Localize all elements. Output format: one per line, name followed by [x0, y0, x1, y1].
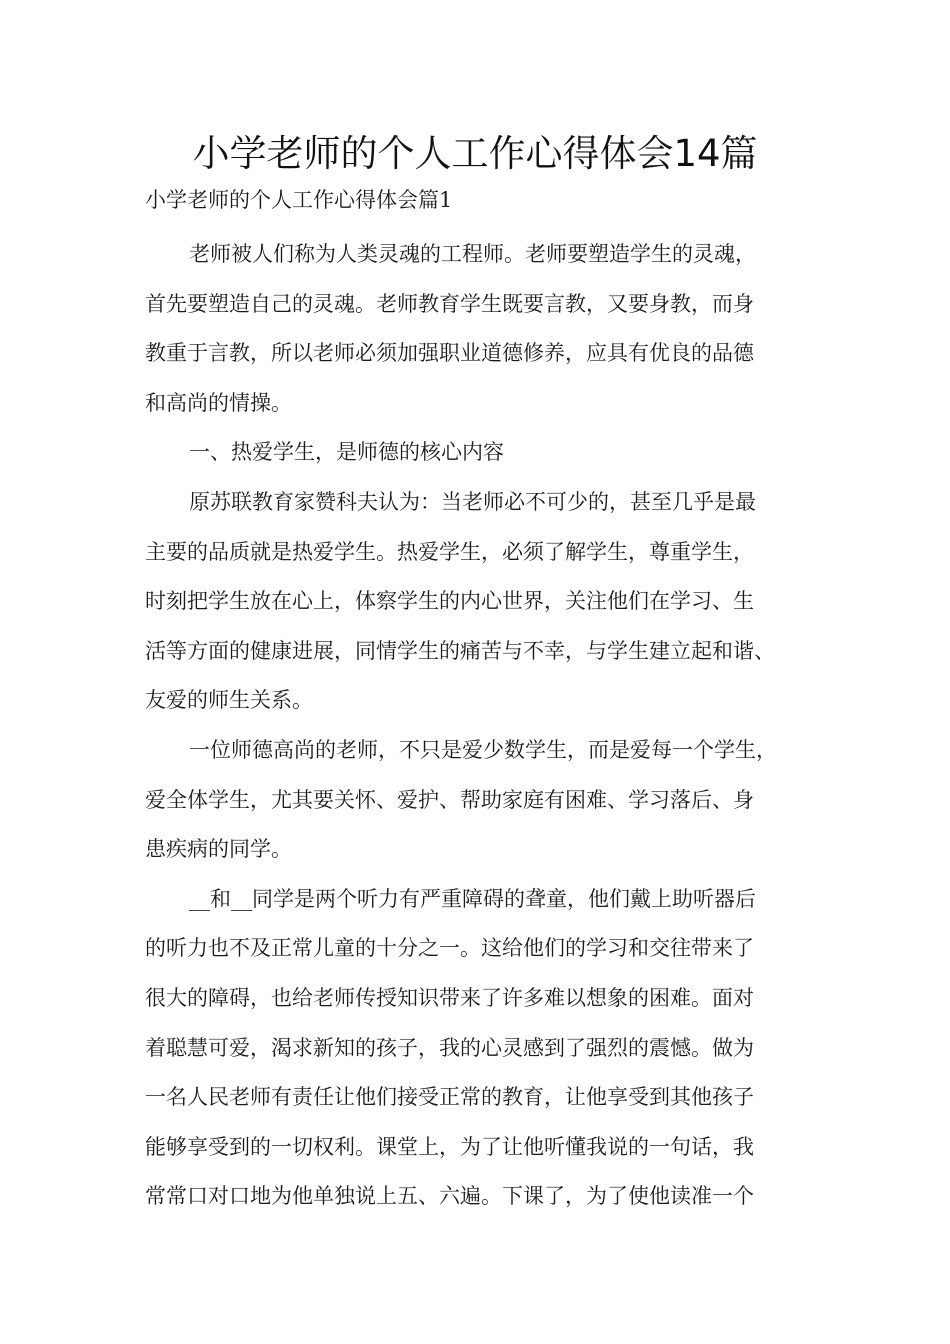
text-line: __和__同学是两个听力有严重障碍的聋童，他们戴上助听器后: [189, 886, 756, 911]
text-line: 常常口对口地为他单独说上五、六遍。下课了，为了使他读准一个: [145, 1184, 754, 1209]
text-line: 和高尚的情操。: [145, 390, 292, 415]
paragraph-3: [145, 478, 825, 726]
document-body: [145, 230, 825, 1222]
text-line: 老师被人们称为人类灵魂的工程师。老师要塑造学生的灵魂，: [189, 242, 756, 266]
text-line: 很大的障碍，也给老师传授知识带来了许多难以想象的困难。面对: [145, 985, 754, 1010]
paragraph-5: [145, 875, 825, 1222]
text-line: 一名人民老师有责任让他们接受正常的教育，让他享受到其他孩子: [145, 1085, 754, 1110]
text-line: 时刻把学生放在心上，体察学生的内心世界，关注他们在学习、生: [145, 589, 754, 614]
text-line: 活等方面的健康进展，同情学生的痛苦与不幸，与学生建立起和谐、: [145, 638, 775, 663]
text-line: 教重于言教，所以老师必须加强职业道德修养，应具有优良的品德: [145, 341, 754, 366]
document-title: 小学老师的个人工作心得体会14篇: [192, 132, 758, 175]
text-line: 一、热爱学生，是师德的核心内容: [189, 440, 504, 465]
text-line: 着聪慧可爱，渴求新知的孩子，我的心灵感到了强烈的震憾。做为: [145, 1035, 754, 1060]
text-line: 能够享受到的一切权利。课堂上，为了让他听懂我说的一句话，我: [145, 1134, 754, 1159]
text-line: 爱全体学生，尤其要关怀、爱护、帮助家庭有困难、学习落后、身: [145, 787, 754, 812]
text-line: 的听力也不及正常儿童的十分之一。这给他们的学习和交往带来了: [145, 936, 754, 961]
text-line: 原苏联教育家赞科夫认为：当老师必不可少的，甚至几乎是最: [189, 489, 756, 514]
text-line: 一位师德高尚的老师，不只是爱少数学生，而是爱每一个学生，: [189, 737, 777, 762]
text-line: 友爱的师生关系。: [145, 688, 313, 713]
paragraph-2: [145, 428, 825, 478]
paragraph-4: [145, 726, 825, 875]
text-line: 首先要塑造自己的灵魂。老师教育学生既要言教，又要身教，而身: [145, 291, 754, 316]
text-line: 主要的品质就是热爱学生。热爱学生，必须了解学生，尊重学生，: [145, 539, 754, 564]
section-heading: 小学老师的个人工作心得体会篇1: [145, 188, 453, 212]
text-line: 患疾病的同学。: [145, 837, 292, 862]
paragraph-1: [145, 230, 825, 428]
